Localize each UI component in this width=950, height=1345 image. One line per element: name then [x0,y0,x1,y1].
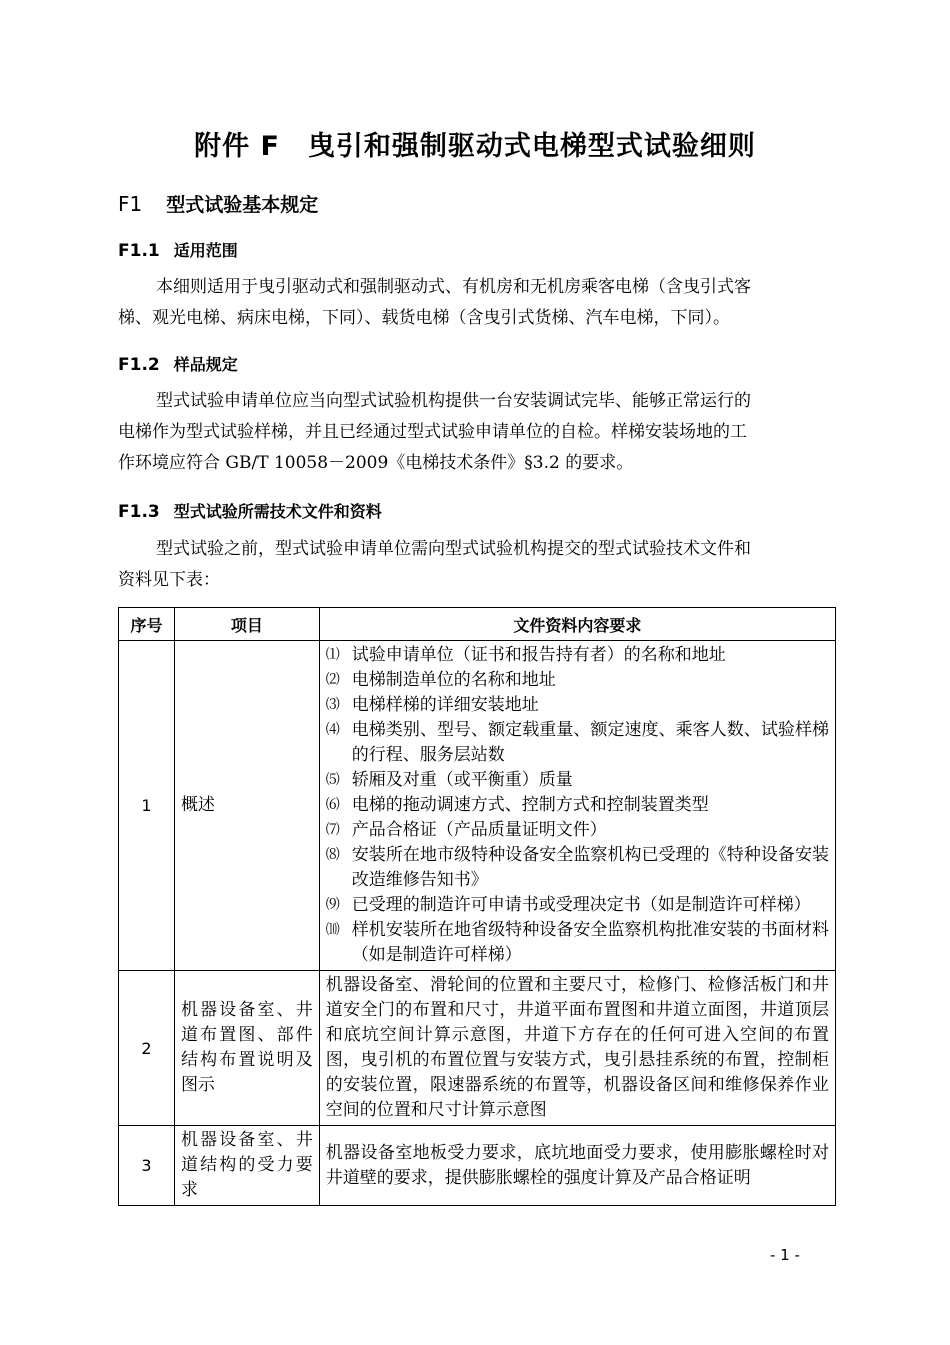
item-marker: ⑻ [325,847,340,863]
item-marker: ⑽ [325,922,340,938]
section-f1-number: F1 [118,192,143,216]
section-f13-text: 型式试验所需技术文件和资料 [173,502,382,521]
table-row [119,1126,836,1206]
paragraph-line: 电梯作为型式试验样梯，并且已经通过型式试验申请单位的自检。样梯安装场地的工 [118,422,747,442]
item-text: 已受理的制造许可申请书或受理决定书（如是制造许可样梯） [351,895,811,915]
paragraph-line: 作环境应符合 GB/T 10058－2009《电梯技术条件》§3.2 的要求。 [118,453,634,473]
title-main: 曳引和强制驱动式电梯型式试验细则 [307,131,756,162]
item-marker: ⑺ [325,822,340,838]
item-text: 安装所在地市级特种设备安全监察机构已受理的《特种设备安装改造维修告知书》 [351,845,829,890]
row-index: 3 [119,1126,175,1206]
section-f11-heading [118,238,238,261]
list-item [326,718,829,768]
section-f12-heading [118,352,238,375]
list-item [326,793,829,818]
paragraph-line: 资料见下表： [118,570,220,590]
list-item [326,768,829,793]
item-marker: ⑼ [325,897,340,913]
document-title [0,124,950,163]
section-f1-text: 型式试验基本规定 [166,194,319,216]
paragraph-line: 型式试验之前，型式试验申请单位需向型式试验机构提交的型式试验技术文件和 [156,539,751,559]
item-text: 电梯样梯的详细安装地址 [351,695,539,715]
item-text: 电梯类别、型号、额定载重量、额定速度、乘客人数、试验样梯的行程、服务层站数 [351,720,829,765]
table-row [119,641,836,971]
row-index: 2 [119,971,175,1126]
header-requirements: 文件资料内容要求 [319,608,835,641]
section-f11-text: 适用范围 [173,241,238,260]
paragraph-line: 型式试验申请单位应当向型式试验机构提供一台安装调试完毕、能够正常运行的 [156,391,751,411]
paragraph-sample [118,386,828,479]
paragraph-line: 本细则适用于曳引驱动式和强制驱动式、有机房和无机房乘客电梯（含曳引式客 [156,277,751,297]
row-index: 1 [119,641,175,971]
row-project: 概述 [174,641,319,971]
requirements-table [118,607,836,1206]
item-marker: ⑵ [325,672,340,688]
item-text: 轿厢及对重（或平衡重）质量 [351,770,573,790]
row-project: 机器设备室、井道结构的受力要求 [174,1126,319,1206]
title-prefix: 附件 F [194,131,280,162]
list-item [326,668,829,693]
list-item [326,818,829,843]
list-item [326,643,829,668]
item-marker: ⑶ [325,697,340,713]
paragraph-documents [118,534,828,596]
item-marker: ⑷ [325,722,340,738]
paragraph-scope [118,272,828,334]
header-project: 项目 [174,608,319,641]
item-text: 试验申请单位（证书和报告持有者）的名称和地址 [351,645,726,665]
table-row [119,971,836,1126]
section-f11-number: F1.1 [118,241,160,261]
section-f13-heading [118,499,382,522]
section-f1-heading [118,190,318,217]
item-marker: ⑴ [325,647,340,663]
item-text: 电梯制造单位的名称和地址 [351,670,556,690]
item-marker: ⑹ [325,797,340,813]
table-header-row [119,608,836,641]
list-item [326,843,829,893]
header-index: 序号 [119,608,175,641]
row-requirements: 机器设备室、滑轮间的位置和主要尺寸，检修门、检修活板门和井道安全门的布置和尺寸，井道平面布置图和井道立面图，井道顶层和底坑空间计算示意图，井道下方存在的任何可进入空间的布置图，曳引机的布置位置与安装方式，曳引悬挂系统的布置，控制柜的安装位置，限速器系统的布置等，机器设备区间和维修保养作业空间的位置和尺寸计算示意图 [319,971,835,1126]
list-item [326,893,829,918]
section-f13-number: F1.3 [118,502,160,522]
item-marker: ⑸ [325,772,340,788]
list-item [326,918,829,968]
row-project: 机器设备室、井道布置图、部件结构布置说明及图示 [174,971,319,1126]
row-requirements: 机器设备室地板受力要求，底坑地面受力要求，使用膨胀螺栓时对井道壁的要求，提供膨胀螺栓的强度计算及产品合格证明 [319,1126,835,1206]
section-f12-number: F1.2 [118,355,160,375]
paragraph-line: 梯、观光电梯、病床电梯，下同）、载货电梯（含曳引式货梯、汽车电梯，下同）。 [118,308,730,328]
row-requirements [319,641,835,971]
section-f12-text: 样品规定 [173,355,238,374]
item-text: 电梯的拖动调速方式、控制方式和控制装置类型 [351,795,709,815]
page-number: - 1 - [770,1246,800,1264]
item-text: 产品合格证（产品质量证明文件） [351,820,607,840]
list-item [326,693,829,718]
item-text: 样机安装所在地省级特种设备安全监察机构批准安装的书面材料（如是制造许可样梯） [351,920,829,965]
